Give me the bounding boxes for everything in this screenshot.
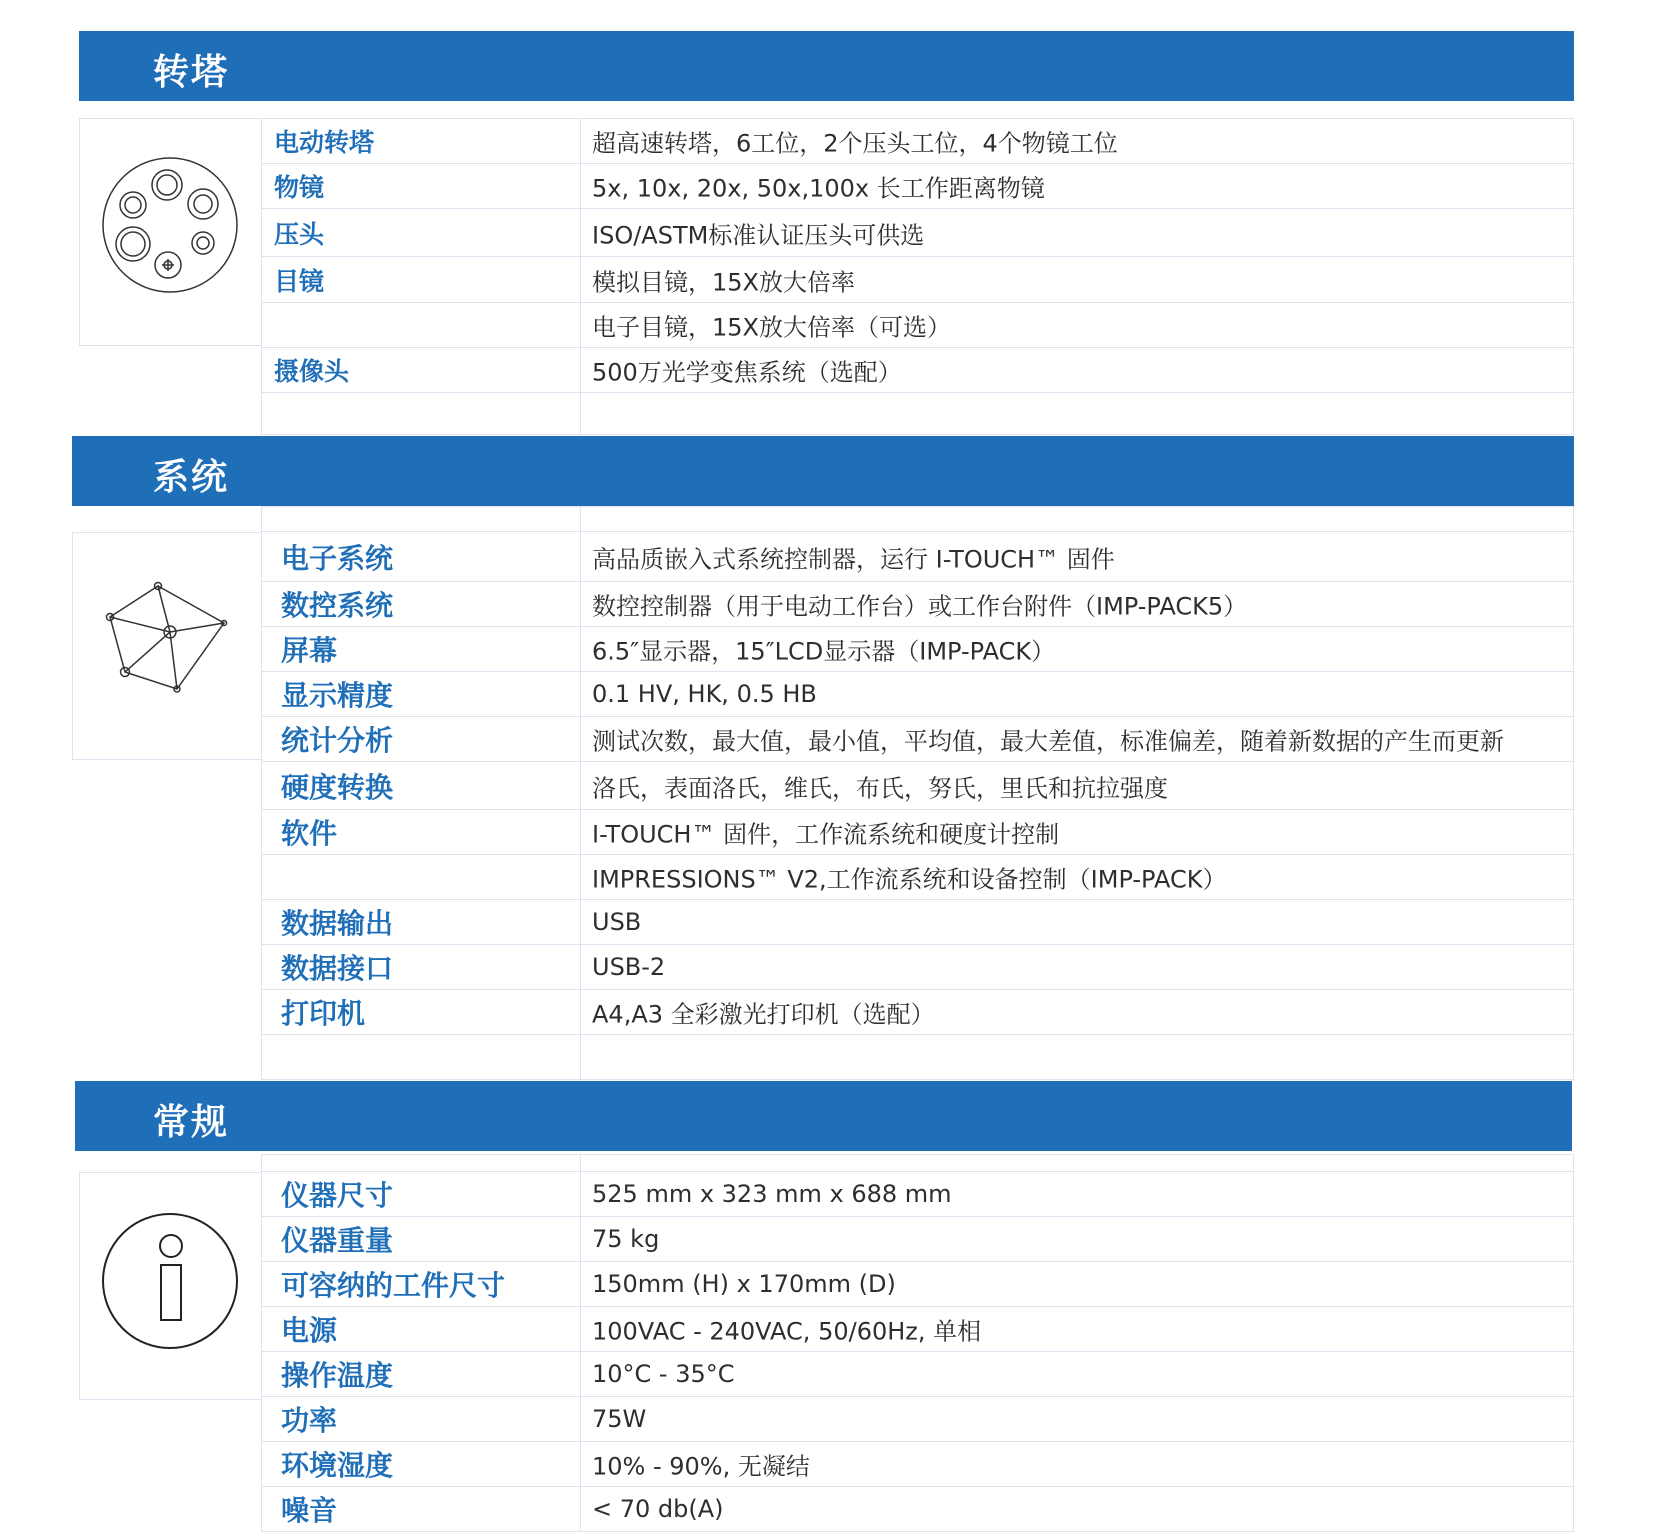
- row-value: I-TOUCH™ 固件，工作流系统和硬度计控制: [592, 820, 1060, 849]
- table-row: [261, 1172, 1574, 1217]
- table-row: [261, 582, 1574, 627]
- network-icon-box: [72, 532, 262, 760]
- row-label: 环境湿度: [281, 1449, 394, 1482]
- row-label: 软件: [281, 817, 338, 850]
- table-row: [261, 1035, 1574, 1080]
- row-value: 超高速转塔，6工位，2个压头工位，4个物镜工位: [592, 129, 1118, 158]
- row-label: 电子系统: [281, 541, 394, 575]
- table-row: [261, 1217, 1574, 1262]
- row-label: 数据接口: [281, 952, 394, 985]
- row-label: 打印机: [281, 997, 366, 1030]
- row-value: 500万光学变焦系统（选配）: [592, 358, 902, 387]
- row-value: 100VAC - 240VAC, 50/60Hz, 单相: [592, 1317, 982, 1346]
- row-label: 功率: [281, 1404, 338, 1437]
- table-row: [261, 1262, 1574, 1307]
- row-label: 目镜: [274, 266, 325, 296]
- row-value: 高品质嵌入式系统控制器，运行 I-TOUCH™ 固件: [592, 545, 1115, 573]
- turret-icon-box: [79, 118, 262, 346]
- row-value: 模拟目镜，15X放大倍率: [592, 268, 855, 296]
- row-value: 数控控制器（用于电动工作台）或工作台附件（IMP-PACK5）: [592, 592, 1248, 621]
- table-row: [261, 1442, 1574, 1487]
- system-spec-table: [261, 506, 1574, 1080]
- row-label: 屏幕: [281, 634, 338, 667]
- row-value: USB: [592, 908, 642, 936]
- section-title: 常规: [153, 1102, 230, 1143]
- table-row: [261, 1154, 1574, 1172]
- row-value: 75 kg: [592, 1225, 660, 1253]
- table-row: [261, 393, 1574, 435]
- table-row: [261, 717, 1574, 762]
- section-header-system: [72, 436, 1574, 506]
- table-row: [261, 672, 1574, 717]
- row-value: A4,A3 全彩激光打印机（选配）: [592, 1000, 935, 1029]
- general-spec-table: [261, 1154, 1574, 1532]
- table-row: [261, 1307, 1574, 1352]
- table-row: [261, 506, 1574, 532]
- row-value: 5x, 10x, 20x, 50x,100x 长工作距离物镜: [592, 174, 1045, 203]
- row-label: 电源: [281, 1314, 338, 1347]
- turret-spec-table: [261, 118, 1574, 435]
- row-value: 150mm (H) x 170mm (D): [592, 1270, 896, 1298]
- table-row: [261, 118, 1574, 164]
- info-icon: [80, 1173, 261, 1399]
- section-header-turret: [79, 31, 1574, 101]
- row-value: IMPRESSIONS™ V2,工作流系统和设备控制（IMP-PACK）: [592, 865, 1227, 894]
- row-value: 10% - 90%, 无凝结: [592, 1452, 810, 1481]
- table-row: [261, 257, 1574, 303]
- table-row: [261, 209, 1574, 257]
- row-value: < 70 db(A): [592, 1495, 724, 1523]
- row-label: 摄像头: [274, 357, 350, 386]
- row-value: 电子目镜，15X放大倍率（可选）: [592, 313, 951, 342]
- section-title: 系统: [153, 457, 230, 498]
- network-icon: [73, 533, 261, 759]
- row-value: 525 mm x 323 mm x 688 mm: [592, 1180, 952, 1208]
- row-label: 硬度转换: [281, 770, 394, 804]
- row-label: 物镜: [274, 173, 325, 202]
- row-value: 6.5″显示器，15″LCD显示器（IMP-PACK）: [592, 637, 1056, 666]
- table-row: [261, 1352, 1574, 1397]
- row-label: 显示精度: [281, 679, 394, 712]
- row-label: 数据输出: [281, 907, 394, 940]
- table-row: [261, 762, 1574, 810]
- table-row: [261, 164, 1574, 209]
- section-header-general: [75, 1081, 1572, 1151]
- table-row: [261, 532, 1574, 582]
- info-icon-box: [79, 1172, 262, 1400]
- row-value: ISO/ASTM标准认证压头可供选: [592, 221, 925, 249]
- table-row: [261, 303, 1574, 348]
- row-label: 仪器尺寸: [281, 1179, 394, 1212]
- row-value: 0.1 HV, HK, 0.5 HB: [592, 680, 817, 708]
- table-row: [261, 348, 1574, 393]
- section-title: 转塔: [153, 52, 230, 93]
- row-label: 压头: [274, 219, 325, 249]
- table-row: [261, 1397, 1574, 1442]
- row-value: USB-2: [592, 953, 666, 981]
- row-label: 统计分析: [281, 724, 394, 757]
- row-label: 仪器重量: [281, 1224, 394, 1257]
- table-row: [261, 810, 1574, 855]
- row-label: 可容纳的工件尺寸: [281, 1269, 506, 1302]
- row-label: 操作温度: [281, 1359, 394, 1392]
- row-value: 测试次数，最大值，最小值，平均值，最大差值，标准偏差，随着新数据的产生而更新: [592, 727, 1504, 756]
- turret-icon: [80, 119, 261, 345]
- row-label: 电动转塔: [274, 128, 375, 157]
- row-value: 10°C - 35°C: [592, 1360, 735, 1388]
- row-value: 75W: [592, 1405, 647, 1433]
- table-row: [261, 945, 1574, 990]
- row-value: 洛氏，表面洛氏，维氏，布氏，努氏，里氏和抗拉强度: [592, 774, 1168, 802]
- table-row: [261, 900, 1574, 945]
- row-label: 数控系统: [281, 589, 394, 622]
- table-row: [261, 627, 1574, 672]
- table-row: [261, 1487, 1574, 1532]
- table-row: [261, 855, 1574, 900]
- table-row: [261, 990, 1574, 1035]
- row-label: 噪音: [281, 1494, 338, 1527]
